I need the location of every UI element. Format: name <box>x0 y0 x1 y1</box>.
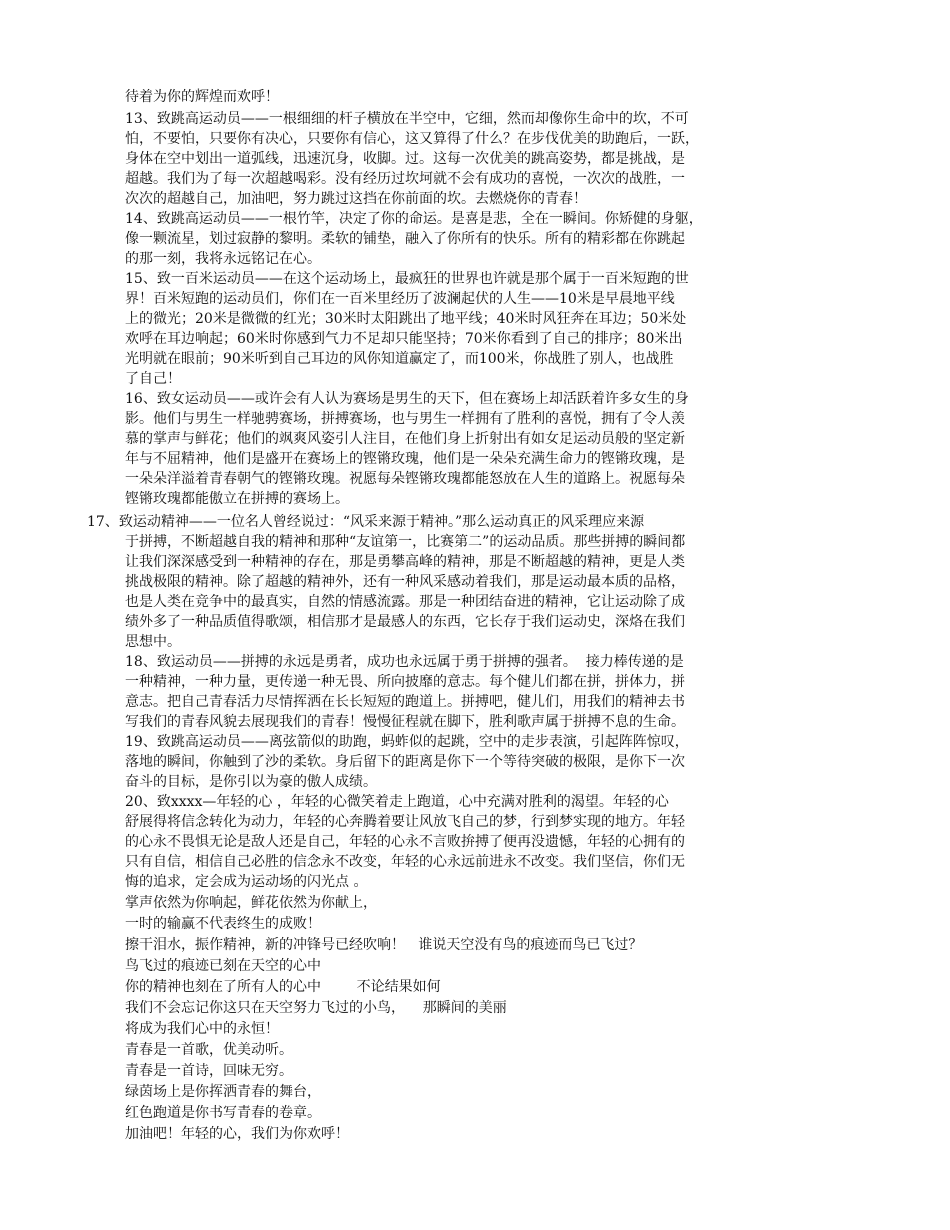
verse-line: 将成为我们心中的永恒！ <box>125 1021 279 1037</box>
paragraph-16-line: 慕的掌声与鲜花；他们的飒爽风姿引人注目，在他们身上折射出有如女足运动员般的坚定新 <box>125 431 685 447</box>
paragraph-18-line: 意志。把自己青春活力尽情挥洒在长长短短的跑道上。拼搏吧，健儿们，用我们的精神去书 <box>125 694 685 710</box>
paragraph-19-line: 19、致跳高运动员——离弦箭似的助跑，蚂蚱似的起跳，空中的走步表演，引起阵阵惊叹， <box>125 734 689 750</box>
verse-line: 红色跑道是你书写青春的卷章。 <box>125 1105 321 1121</box>
verse-line: 掌声依然为你响起，鲜花依然为你献上， <box>125 895 377 911</box>
verse-line: 青春是一首歌，优美动听。 <box>125 1042 293 1058</box>
paragraph-20-line: 舒展得将信念转化为动力，年轻的心奔腾着要让风放飞自己的梦，行到梦实现的地方。年轻 <box>125 814 685 830</box>
paragraph-13-line: 怕，不要怕，只要你有决心，只要你有信心，这又算得了什么？在步伐优美的助跑后，一跃， <box>125 131 699 147</box>
paragraph-16-line: 铿锵玫瑰都能傲立在拼搏的赛场上。 <box>125 491 349 507</box>
verse-line: 鸟飞过的痕迹已刻在天空的心中 <box>125 958 321 974</box>
paragraph-15-line: 了自己！ <box>125 371 181 387</box>
paragraph-15-line: 15、致一百米运动员——在这个运动场上，最疯狂的世界也许就是那个属于一百米短跑的世 <box>125 271 689 287</box>
paragraph-16-line: 16、致女运动员——或许会有人认为赛场是男生的天下，但在赛场上却活跃着许多女生的身 <box>125 391 689 407</box>
verse-line: 你的精神也刻在了所有人的心中 不论结果如何 <box>125 979 441 995</box>
paragraph-20-line: 只有自信，相信自己必胜的信念永不改变，年轻的心永远前进永不改变。我们坚信，你们无 <box>125 854 685 870</box>
paragraph-19-line: 奋斗的目标，是你引以为豪的傲人成绩。 <box>125 774 377 790</box>
verse-line: 我们不会忘记你这只在天空努力飞过的小鸟， 那瞬间的美丽 <box>125 1000 507 1016</box>
paragraph-13-line: 身体在空中划出一道弧线，迅速沉身，收脚。过。这每一次优美的跳高姿势，都是挑战，是 <box>125 151 685 167</box>
paragraph-20-line: 悔的追求，定会成为运动场的闪光点 。 <box>125 874 368 890</box>
paragraph-17-line: 于拼搏，不断超越自我的精神和那种“友谊第一，比赛第二”的运动品质。那些拼搏的瞬间都 <box>125 534 686 550</box>
paragraph-15-line: 欢呼在耳边响起；60米时你感到气力不足却只能坚持；70米你看到了自己的排序；80米出 <box>125 331 683 347</box>
paragraph-20-line: 的心永不畏惧无论是敌人还是自己，年轻的心永不言败拚搏了便再没遗憾，年轻的心拥有的 <box>125 834 685 850</box>
verse-line: 加油吧！年轻的心，我们为你欢呼！ <box>125 1126 349 1142</box>
paragraph-15-line: 界！百米短跑的运动员们，你们在一百米里经历了波澜起伏的人生——10米是早晨地平线 <box>125 291 675 307</box>
verse-line: 擦干泪水，振作精神，新的冲锋号已经吹响！ 谁说天空没有鸟的痕迹而鸟已飞过？ <box>125 937 643 953</box>
paragraph-15-line: 光明就在眼前；90米听到自己耳边的风你知道赢定了，而100米，你战胜了别人，也战胜 <box>125 351 674 367</box>
paragraph-13-line: 13、致跳高运动员——一根细细的杆子横放在半空中，它细，然而却像你生命中的坎，不可 <box>125 111 689 127</box>
paragraph-17-line: 思想中。 <box>125 634 181 650</box>
paragraph-18-line: 一种精神，一种力量，更传递一种无畏、所向披靡的意志。每个健儿们都在拼，拼体力，拼 <box>125 674 685 690</box>
paragraph-15-line: 上的微光；20米是微微的红光；30米时太阳跳出了地平线；40米时风狂奔在耳边；50米处 <box>125 311 687 327</box>
paragraph-13-line: 次次的超越自己，加油吧，努力跳过这挡在你前面的坎。去燃烧你的青春！ <box>125 191 587 207</box>
paragraph-14-line: 14、致跳高运动员——一根竹竿，决定了你的命运。是喜是悲，全在一瞬间。你矫健的身躯， <box>125 211 703 227</box>
paragraph-16-line: 一朵朵洋溢着青春朝气的铿锵玫瑰。祝愿每朵铿锵玫瑰都能怒放在人生的道路上。祝愿每朵 <box>125 471 685 487</box>
paragraph-19-line: 落地的瞬间，你触到了沙的柔软。身后留下的距离是你下一个等待突破的极限，是你下一次 <box>125 754 685 770</box>
verse-line: 一时的输赢不代表终生的成败！ <box>125 916 321 932</box>
paragraph-13-line: 超越。我们为了每一次超越喝彩。没有经历过坎坷就不会有成功的喜悦，一次次的战胜，一 <box>125 171 685 187</box>
verse-line: 绿茵场上是你挥洒青春的舞台， <box>125 1084 321 1100</box>
paragraph-17-line: 17、致运动精神——一位名人曾经说过：“风采来源于精神。”那么运动真正的风采理应来源 <box>87 514 645 530</box>
paragraph-17-line: 挑战极限的精神。除了超越的精神外，还有一种风采感动着我们，那是运动最本质的品格， <box>125 574 685 590</box>
paragraph-14-line: 像一颗流星，划过寂静的黎明。柔软的铺垫，融入了你所有的快乐。所有的精彩都在你跳起 <box>125 231 685 247</box>
verse-line: 青春是一首诗，回味无穷。 <box>125 1063 293 1079</box>
paragraph-14-line: 的那一刻，我将永远铭记在心。 <box>125 251 321 267</box>
text-line: 待着为你的辉煌而欢呼！ <box>125 89 279 105</box>
paragraph-16-line: 年与不屈精神，他们是盛开在赛场上的铿锵玫瑰，他们是一朵朵充满生命力的铿锵玫瑰，是 <box>125 451 685 467</box>
paragraph-18-line: 写我们的青春风貌去展现我们的青春！慢慢征程就在脚下，胜利歌声属于拼搏不息的生命。 <box>125 714 685 730</box>
paragraph-17-line: 也是人类在竞争中的最真实，自然的情感流露。那是一种团结奋进的精神，它让运动除了成 <box>125 594 685 610</box>
paragraph-16-line: 影。他们与男生一样驰骋赛场，拼搏赛场，也与男生一样拥有了胜利的喜悦，拥有了令人羡 <box>125 411 685 427</box>
paragraph-17-line: 绩外多了一种品质值得歌颂，相信那才是最感人的东西，它长存于我们运动史，深烙在我们 <box>125 614 685 630</box>
paragraph-18-line: 18、致运动员——拼搏的永远是勇者，成功也永远属于勇于拼搏的强者。 接力棒传递的是 <box>125 654 684 670</box>
paragraph-20-line: 20、致xxxx—年轻的心 ，年轻的心微笑着走上跑道，心中充满对胜利的渴望。年轻的心 <box>125 794 669 810</box>
paragraph-17-line: 让我们深深感受到一种精神的存在，那是勇攀高峰的精神，那是不断超越的精神，更是人类 <box>125 554 685 570</box>
